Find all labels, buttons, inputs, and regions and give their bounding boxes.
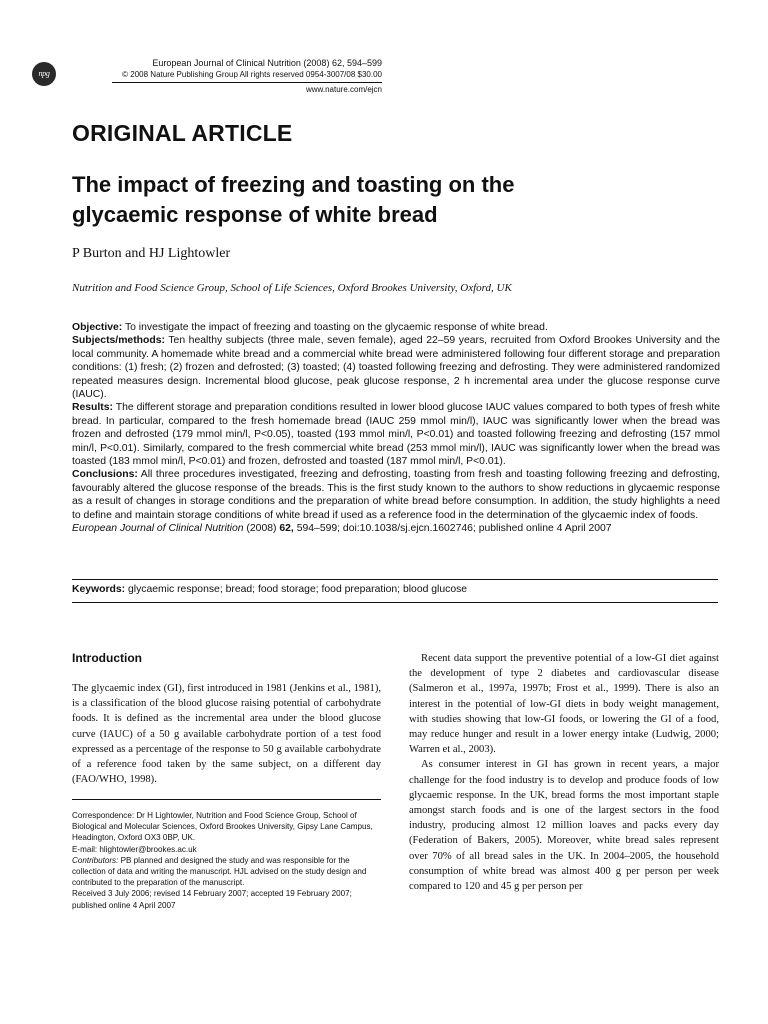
authors: P Burton and HJ Lightowler [72,246,231,261]
objective-label: Objective: [72,322,123,333]
subjects-text: Ten healthy subjects (three male, seven female), aged 22–59 years, recruited from Oxford Brookes University and the local community. A homemade white bread and a commercial white bread were administered following four different storage and preparation conditions: (1) fresh; (2) frozen and defrosted; (3) toasted; (4) toasted following freezing and defrosting. They were administered randomized repeated measures design. Incremental blood glucose, peak glucose response, 2 h incremental area under the glucose response curve (IAUC). [72,335,720,401]
keywords-rule-top [72,579,718,580]
right-column [409,651,719,894]
right-paragraph-1: Recent data support the preventive potential of a low-GI diet against the development of type 2 diabetes and cardiovascular disease (Salmeron et al., 1997a, 1997b; Frost et al., 1999). There is also an interest in the potential of low-GI diets in body weight management, with studies showing that low-GI foods, or lowering the GI of a food, may reduce hunger and result in a lower energy intake (Ludwig, 2000; Warren et al., 2003). [409,653,719,756]
introduction-paragraph: The glycaemic index (GI), first introduced in 1981 (Jenkins et al., 1981), is a classification of the blood glucose raising potential of carbohydrate foods. It is defined as the incremental area under the blood glucose curve (IAUC) of a 50 g available carbohydrate portion of a test food expressed as a percentage of the response to 50 g available carbohydrate of a reference food taken by the same subject, on a different day (FAO/WHO, 1998). [72,683,381,786]
keywords [72,584,467,595]
email-note[interactable]: E-mail: hlightowler@brookes.ac.uk [72,844,197,854]
keywords-label: Keywords: [72,584,126,595]
abstract-results [72,401,720,468]
copyright-line: © 2008 Nature Publishing Group All rights reserved 0954-3007/08 $30.00 [122,70,382,79]
correspondence-note: Correspondence: Dr H Lightowler, Nutrition and Food Science Group, School of Biological and Molecular Sciences, Oxford Brookes University, Gipsy Lane Campus, Headington, Oxford OX3 0BP, UK. [72,811,373,843]
abstract-objective [72,321,720,334]
right-paragraph-2: As consumer interest in GI has grown in recent years, a major challenge for the food industry is to develop and produce foods of low glycaemic response. In the UK, bread forms the most important staple amongst starch foods and is one of the largest sectors in the food industry, producing almost 12 million loaves and packs every day (Federation of Bakers, 2005). Moreover, white bread sales represent over 70% of all bread sales in the UK. In 2004–2005, the household consumption of white bread was almost 400 g per person per week compared to 120 and 45 g per person per [409,759,719,893]
subjects-label: Subjects/methods: [72,335,165,347]
npg-logo: npg [32,62,56,86]
title-line-1: The impact of freezing and toasting on the [72,172,515,197]
results-text: The different storage and preparation conditions resulted in lower blood glucose IAUC values compared to both types of fresh white bread. In particular, compared to the fresh homemade bread (IAUC 259 mmol min/l), IAUC was significantly lower when the bread was frozen and defrosted (179 mmol min/l, P<0.05), toasted (193 mmol min/l, P<0.01) and toasted following freezing and defrosting (157 mmol min/l, P<0.01). Similarly, compared to the fresh commercial white bread (253 mmol min/l), IAUC was significantly lower when the bread was toasted (183 mmol min/l, P<0.01) and frozen, defrosted and toasted (187 mmol min/l, P<0.01). [72,402,720,468]
conclusions-text: All three procedures investigated, freezing and defrosting, toasting from fresh and toasting following freezing and defrosting, favourably altered the glucose response of the breads. This is the first study known to the authors to show reductions in glycaemic response as a result of changes in storage conditions and the preparation of white bread before consumption. In addition, the study highlights a need to define and maintain storage conditions of white bread if used as a reference food in the determination of the glycaemic index of foods. [72,469,720,521]
journal-citation: European Journal of Clinical Nutrition (2008) 62, 594–599 [152,58,382,68]
abstract-conclusions [72,468,720,522]
citation-volume: 62, [279,523,294,535]
objective-text: To investigate the impact of freezing and toasting on the glycaemic response of white bread. [122,322,548,333]
title-line-2: glycaemic response of white bread [72,202,438,227]
contributors-note [72,855,381,889]
contributors-text: PB planned and designed the study and was responsible for the collection of data and writing the manuscript. HJL advised on the study design and contributed to the preparation of the manuscript. [72,855,367,888]
contributors-label: Contributors: [72,855,119,865]
article-title [72,170,692,230]
keywords-text: glycaemic response; bread; food storage; food preparation; blood glucose [125,584,468,595]
results-label: Results: [72,402,113,414]
affiliation: Nutrition and Food Science Group, School of Life Sciences, Oxford Brookes University, Oxford, UK [72,282,512,294]
footnotes [72,799,381,911]
citation-journal: European Journal of Clinical Nutrition [72,523,244,535]
abstract-citation [72,522,720,535]
journal-header [112,58,382,95]
keywords-rule-bottom [72,602,718,603]
section-label: ORIGINAL ARTICLE [72,120,293,146]
journal-url[interactable]: www.nature.com/ejcn [112,82,382,95]
abstract [72,321,720,536]
conclusions-label: Conclusions: [72,469,138,481]
citation-year: (2008) [243,523,280,535]
received-note: Received 3 July 2006; revised 14 February 2007; accepted 19 February 2007; published online 4 April 2007 [72,889,352,910]
citation-rest[interactable]: 594–599; doi:10.1038/sj.ejcn.1602746; published online 4 April 2007 [293,523,612,535]
abstract-subjects [72,334,720,401]
introduction-heading: Introduction [72,651,142,665]
